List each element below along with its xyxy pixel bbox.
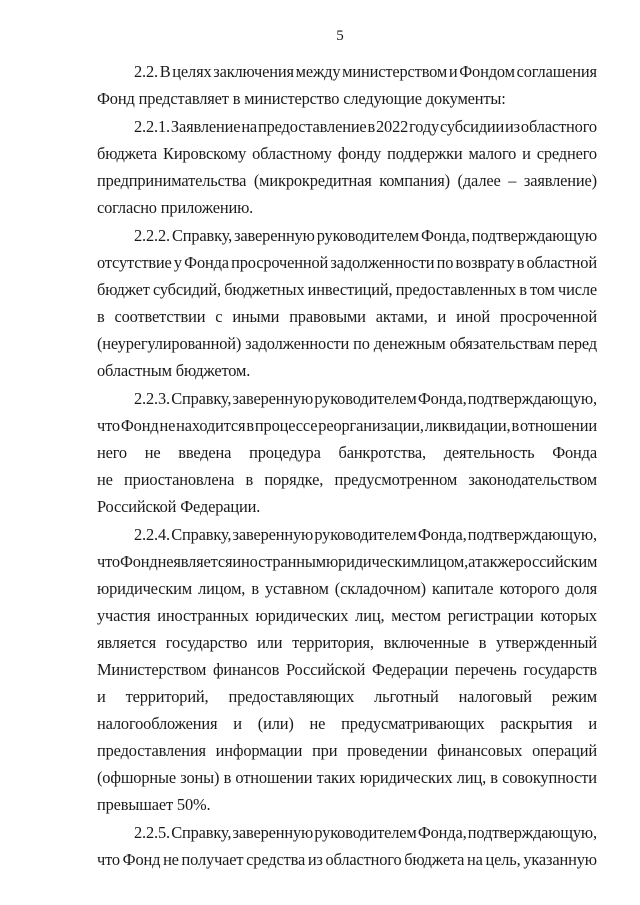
word: отсутствие <box>97 253 172 272</box>
word: по <box>353 334 370 353</box>
word: и <box>233 714 242 733</box>
word: также <box>475 552 516 571</box>
text-line: Фонд представляет в министерство следующие документы: <box>97 89 506 108</box>
word: (неурегулированной) <box>97 334 242 353</box>
word: денежным <box>373 334 446 353</box>
word: Российской <box>285 660 366 679</box>
text-line: Российской Федерации. <box>97 497 261 516</box>
word: таких <box>316 768 356 787</box>
word: министерством <box>342 62 448 81</box>
word: (далее <box>457 171 501 190</box>
word: из <box>307 850 323 869</box>
word: числе <box>557 280 597 299</box>
word: году <box>409 117 440 136</box>
word: Федерации <box>372 660 449 679</box>
word: не <box>157 552 174 571</box>
word: перечень <box>454 660 517 679</box>
text-line <box>134 117 597 137</box>
word: не <box>309 714 326 733</box>
word: 2.2.4. <box>134 525 170 544</box>
word: заключения <box>213 62 294 81</box>
word: юридическим <box>325 552 421 571</box>
word: при <box>312 741 338 760</box>
word: отношении <box>519 416 597 435</box>
word: заверенную <box>232 389 314 408</box>
word: руководителем <box>316 226 419 245</box>
word: (или) <box>257 714 294 733</box>
word: возврату <box>455 253 515 272</box>
word: лиц, <box>355 606 385 625</box>
word: подтверждающую, <box>467 389 597 408</box>
word: не <box>144 443 161 462</box>
word: Справку, <box>171 823 232 842</box>
word: лицом, <box>198 579 246 598</box>
text-line <box>97 280 597 300</box>
word: является <box>97 633 157 652</box>
text-line <box>97 768 597 788</box>
word: юридических <box>255 606 349 625</box>
word: (микрокредитная <box>253 171 372 190</box>
word: по <box>436 253 454 272</box>
word: в <box>367 117 376 136</box>
text-line <box>134 525 597 545</box>
word: заявление) <box>523 171 597 190</box>
text-line <box>97 171 597 191</box>
word: Фонда <box>184 253 229 272</box>
word: иными <box>232 307 280 326</box>
word: предоставленных <box>395 280 517 299</box>
word: не <box>159 416 176 435</box>
word: руководителем <box>314 823 417 842</box>
text-line: превышает 50%. <box>97 795 211 814</box>
word: Фонда, <box>417 389 467 408</box>
word: него <box>97 443 127 462</box>
word: в <box>519 280 527 299</box>
word: в <box>245 470 254 489</box>
word: отношении <box>235 768 313 787</box>
text-line <box>97 443 597 463</box>
word: в <box>516 253 525 272</box>
word: ликвидации, <box>424 416 511 435</box>
word: задолженности <box>245 334 350 353</box>
word: информации <box>215 741 303 760</box>
word: и <box>522 144 531 163</box>
word: предоставление <box>257 117 367 136</box>
word: подтверждающую, <box>467 823 597 842</box>
word: государств <box>523 660 597 679</box>
word: получает <box>181 850 244 869</box>
word: предоставляющих <box>228 687 355 706</box>
word: местом <box>391 606 441 625</box>
text-line <box>97 253 597 273</box>
word: Фондом <box>459 62 515 81</box>
word: среднего <box>536 144 597 163</box>
word: территорий, <box>125 687 209 706</box>
word: финансов <box>212 660 280 679</box>
word: которых <box>540 606 597 625</box>
word: руководителем <box>314 525 417 544</box>
word: бюджета <box>404 850 465 869</box>
text-line <box>97 741 597 761</box>
word: введена <box>178 443 232 462</box>
word: целях <box>172 62 212 81</box>
text-line <box>97 144 597 164</box>
word: предпринимательства <box>97 171 247 190</box>
word: (офшорные <box>97 768 176 787</box>
word: Министерством <box>97 660 207 679</box>
word: процедура <box>249 443 321 462</box>
word: заверенную <box>232 525 314 544</box>
word: – <box>508 171 517 190</box>
word: 2.2.3. <box>134 389 170 408</box>
word: актами, <box>375 307 428 326</box>
text-line <box>97 334 597 354</box>
word: заверенную <box>234 226 315 245</box>
word: областного <box>520 117 597 136</box>
word: на <box>467 850 483 869</box>
word: зоны) <box>180 768 220 787</box>
word: российским <box>515 552 598 571</box>
word: у <box>173 253 182 272</box>
word: просроченной <box>231 253 329 272</box>
text-line <box>97 714 597 734</box>
word: не <box>163 850 179 869</box>
word: между <box>295 62 341 81</box>
word: утвержденный <box>496 633 597 652</box>
word: областному <box>252 144 332 163</box>
word: иностранных <box>157 606 249 625</box>
word: бюджет <box>97 280 150 299</box>
word: иностранным <box>232 552 326 571</box>
word: Заявление <box>170 117 241 136</box>
word: просроченной <box>499 307 597 326</box>
word: Справку, <box>171 525 232 544</box>
word: в <box>97 307 105 326</box>
word: бюджета <box>97 144 158 163</box>
word: в <box>490 768 498 787</box>
word: областной <box>526 253 597 272</box>
word: реорганизации, <box>318 416 424 435</box>
word: 2.2.2. <box>134 226 170 245</box>
word: не <box>97 470 113 489</box>
word: предусматривающих <box>341 714 485 733</box>
text-line <box>97 307 597 327</box>
word: соглашения <box>516 62 597 81</box>
word: перед <box>558 334 597 353</box>
word: доля <box>565 579 597 598</box>
word: 2.2.1. <box>134 117 170 136</box>
word: на <box>241 117 258 136</box>
word: заверенную <box>232 823 314 842</box>
word: режим <box>551 687 597 706</box>
word: субсидии <box>440 117 505 136</box>
word: 2022 <box>376 117 409 136</box>
text-line <box>97 470 597 490</box>
word: или <box>257 633 283 652</box>
word: в <box>511 416 520 435</box>
word: регистрации <box>447 606 534 625</box>
word: проведении <box>347 741 428 760</box>
word: областного <box>325 850 402 869</box>
word: государство <box>165 633 248 652</box>
word: компания) <box>379 171 450 190</box>
word: (складочном) <box>334 579 426 598</box>
word: что <box>97 416 120 435</box>
word: законодательством <box>468 470 597 489</box>
word: бюджетных <box>224 280 305 299</box>
word: обязательствам <box>449 334 555 353</box>
word: банкротства, <box>338 443 426 462</box>
word: в <box>251 579 259 598</box>
word: Фонд <box>119 552 158 571</box>
word: руководителем <box>314 389 417 408</box>
word: из <box>505 117 520 136</box>
word: что <box>97 850 120 869</box>
word: фонду <box>337 144 382 163</box>
text-line <box>97 660 597 680</box>
word: в <box>478 633 487 652</box>
word: находится <box>176 416 246 435</box>
text-line <box>97 579 597 599</box>
word: налоговый <box>458 687 532 706</box>
word: в <box>223 768 232 787</box>
word: задолженности <box>330 253 435 272</box>
word: поддержки <box>387 144 463 163</box>
word: порядке, <box>264 470 324 489</box>
word: том <box>530 280 555 299</box>
text-line: областным бюджетом. <box>97 361 251 380</box>
text-line <box>134 389 597 409</box>
word: раскрытия <box>500 714 573 733</box>
word: налогообложения <box>97 714 218 733</box>
page-number: 5 <box>336 28 344 44</box>
word: деятельность <box>443 443 535 462</box>
word: 2.2. <box>134 62 158 81</box>
word: юридическим <box>97 579 192 598</box>
word: уставном <box>265 579 329 598</box>
word: субсидий, <box>152 280 221 299</box>
word: Кировскому <box>163 144 247 163</box>
word: приостановлена <box>124 470 235 489</box>
text-line <box>97 633 597 653</box>
word: и <box>588 714 597 733</box>
word: Фонда <box>552 443 597 462</box>
word: предоставления <box>97 741 206 760</box>
word: Справку, <box>171 226 233 245</box>
word: которого <box>499 579 560 598</box>
word: средства <box>246 850 306 869</box>
word: Фонд <box>122 850 161 869</box>
word: и <box>97 687 106 706</box>
word: финансовых <box>437 741 523 760</box>
word: операций <box>532 741 597 760</box>
word: и <box>448 62 458 81</box>
word: малого <box>468 144 517 163</box>
word: в <box>246 416 254 435</box>
word: предусмотренном <box>334 470 458 489</box>
word: является <box>173 552 233 571</box>
word: Справку, <box>171 389 232 408</box>
word: Фонда, <box>417 525 467 544</box>
word: иной <box>456 307 490 326</box>
word: Фонда, <box>421 226 470 245</box>
word: инвестиций, <box>307 280 393 299</box>
word: территория, <box>292 633 374 652</box>
word: соответствии <box>114 307 206 326</box>
text-line <box>97 687 597 707</box>
word: подтверждающую, <box>467 525 597 544</box>
word: цель, <box>485 850 521 869</box>
word: что <box>97 552 120 571</box>
word: и <box>437 307 447 326</box>
word: подтверждающую <box>471 226 597 245</box>
text-line <box>97 416 597 436</box>
text-line <box>97 552 597 572</box>
text-line <box>134 62 597 82</box>
word: Фонд <box>120 416 159 435</box>
word: процессе <box>254 416 318 435</box>
word: Фонда, <box>417 823 467 842</box>
word: лицом, <box>420 552 469 571</box>
word: включенные <box>383 633 469 652</box>
word: В <box>159 62 171 81</box>
text-line <box>134 226 597 246</box>
text-line <box>134 823 597 843</box>
word: 2.2.5. <box>134 823 170 842</box>
word: а <box>468 552 476 571</box>
word: лиц, <box>456 768 487 787</box>
text-line <box>97 850 597 870</box>
word: участия <box>97 606 151 625</box>
word: льготный <box>374 687 439 706</box>
word: указанную <box>523 850 597 869</box>
word: с <box>215 307 223 326</box>
word: правовыми <box>289 307 366 326</box>
word: капитале <box>432 579 494 598</box>
text-line <box>97 606 597 626</box>
text-line: согласно приложению. <box>97 198 254 217</box>
word: совокупности <box>502 768 597 787</box>
word: юридических <box>359 768 453 787</box>
